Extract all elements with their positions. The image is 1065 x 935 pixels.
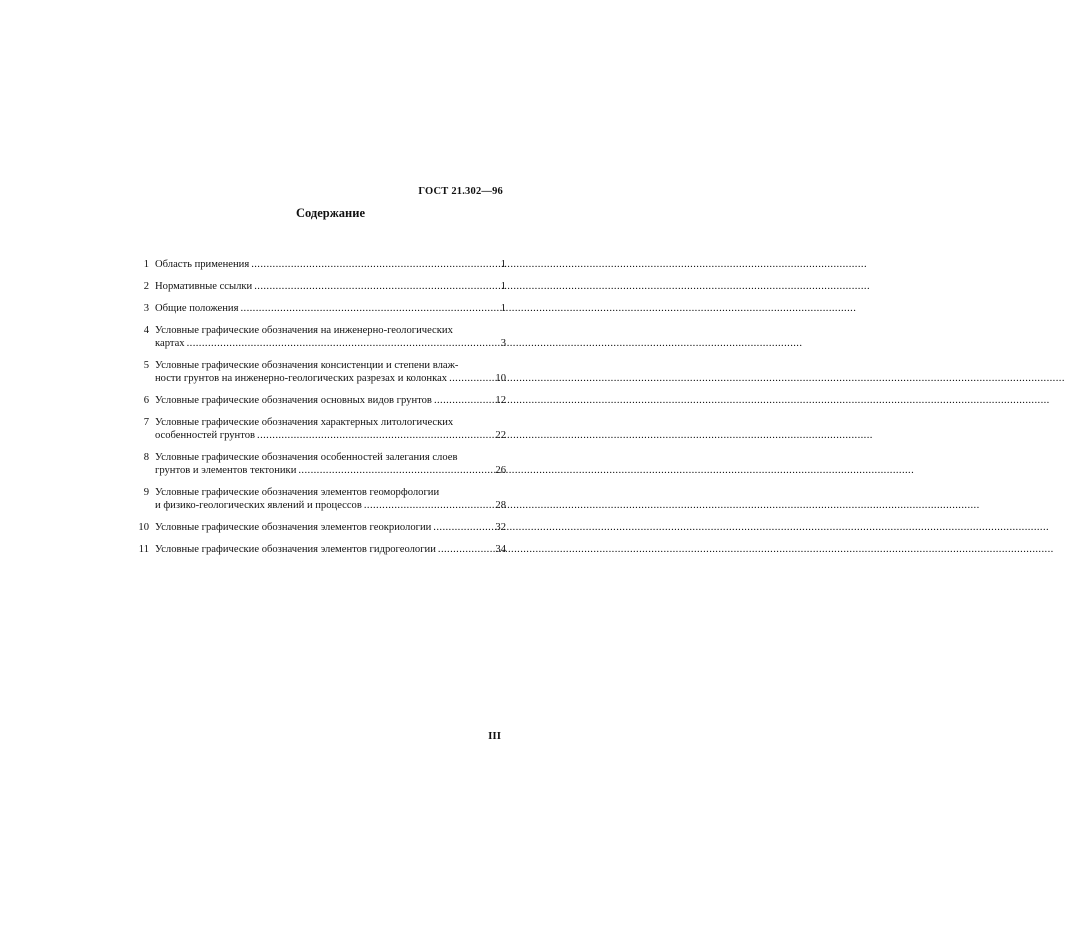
toc-entry-page: 26 — [495, 465, 506, 476]
toc-entry-body — [155, 486, 506, 512]
toc-entry-title: особенностей грунтов — [155, 430, 256, 441]
toc-entry — [133, 394, 506, 407]
dot-leader — [433, 521, 493, 534]
toc-entry-page: 3 — [500, 338, 506, 349]
toc-entry-body — [155, 543, 506, 556]
toc-entry-title: картах — [155, 338, 185, 349]
document-code: ГОСТ 21.302—96 — [418, 186, 503, 197]
dot-leader — [449, 372, 493, 385]
dot-leader — [187, 337, 499, 350]
toc-entry-title-line: Условные графические обозначения элементов геоморфологии — [155, 487, 440, 498]
toc-entry-number: 5 — [143, 360, 149, 371]
toc-entry-title: Область применения — [155, 259, 250, 270]
toc-entry-number: 9 — [143, 487, 149, 498]
toc-entry-title-line: Условные графические обозначения особенностей залегания слоев — [155, 452, 458, 463]
toc-entry-title: Общие положения — [155, 303, 239, 314]
toc-entry-number: 8 — [143, 452, 149, 463]
toc-entry-page: 12 — [495, 395, 506, 406]
dot-leader — [434, 394, 493, 407]
dot-leader — [257, 429, 493, 442]
toc-entry-page: 10 — [495, 373, 506, 384]
toc-entry-page: 1 — [500, 303, 506, 314]
toc-entry — [133, 302, 506, 315]
toc-entry — [133, 521, 506, 534]
table-of-contents — [133, 258, 506, 565]
toc-entry-body — [155, 258, 506, 271]
toc-entry-number: 3 — [143, 303, 149, 314]
toc-entry-title-line: Условные графические обозначения характерных литологических — [155, 417, 454, 428]
toc-entry-body — [155, 359, 506, 385]
toc-entry-page: 28 — [495, 500, 506, 511]
page-title: Содержание — [295, 206, 365, 220]
toc-entry-title: Условные графические обозначения элементов геокриологии — [155, 522, 432, 533]
toc-entry — [133, 258, 506, 271]
toc-entry-body — [155, 451, 506, 477]
toc-entry-body — [155, 324, 506, 350]
toc-entry — [133, 359, 506, 385]
dot-leader — [240, 302, 498, 315]
toc-entry — [133, 280, 506, 293]
dot-leader — [254, 280, 498, 293]
toc-entry-number: 6 — [143, 395, 149, 406]
toc-entry — [133, 543, 506, 556]
page-number: III — [488, 730, 501, 742]
toc-entry-body — [155, 302, 506, 315]
toc-entry-page: 32 — [495, 522, 506, 533]
toc-entry-body — [155, 416, 506, 442]
toc-entry-body — [155, 280, 506, 293]
toc-entry-title: грунтов и элементов тектоники — [155, 465, 297, 476]
toc-entry-body — [155, 394, 506, 407]
toc-entry-number: 7 — [143, 417, 149, 428]
toc-entry-title-line: Условные графические обозначения на инженерно-геологических — [155, 325, 453, 336]
toc-entry-title: и физико-геологических явлений и процессов — [155, 500, 362, 511]
dot-leader — [298, 464, 493, 477]
toc-entry-title: Нормативные ссылки — [155, 281, 253, 292]
toc-entry-page: 1 — [500, 281, 506, 292]
toc-entry — [133, 486, 506, 512]
dot-leader — [251, 258, 499, 271]
toc-entry-title-line: Условные графические обозначения консистенции и степени влаж- — [155, 360, 459, 371]
toc-entry-title: Условные графические обозначения элементов гидрогеологии — [155, 544, 436, 555]
toc-entry-number: 11 — [138, 544, 149, 555]
toc-entry — [133, 416, 506, 442]
toc-entry — [133, 324, 506, 350]
toc-entry-title: Условные графические обозначения основных видов грунтов — [155, 395, 432, 406]
toc-entry-body — [155, 521, 506, 534]
toc-entry — [133, 451, 506, 477]
toc-entry-number: 10 — [138, 522, 149, 533]
toc-entry-page: 22 — [495, 430, 506, 441]
toc-entry-page: 34 — [495, 544, 506, 555]
dot-leader — [364, 499, 494, 512]
toc-entry-number: 4 — [143, 325, 149, 336]
toc-entry-number: 2 — [143, 281, 149, 292]
toc-entry-number: 1 — [143, 259, 149, 270]
toc-entry-title: ности грунтов на инженерно-геологических разрезах и колонках — [155, 373, 448, 384]
toc-entry-page: 1 — [500, 259, 506, 270]
dot-leader — [438, 543, 494, 556]
